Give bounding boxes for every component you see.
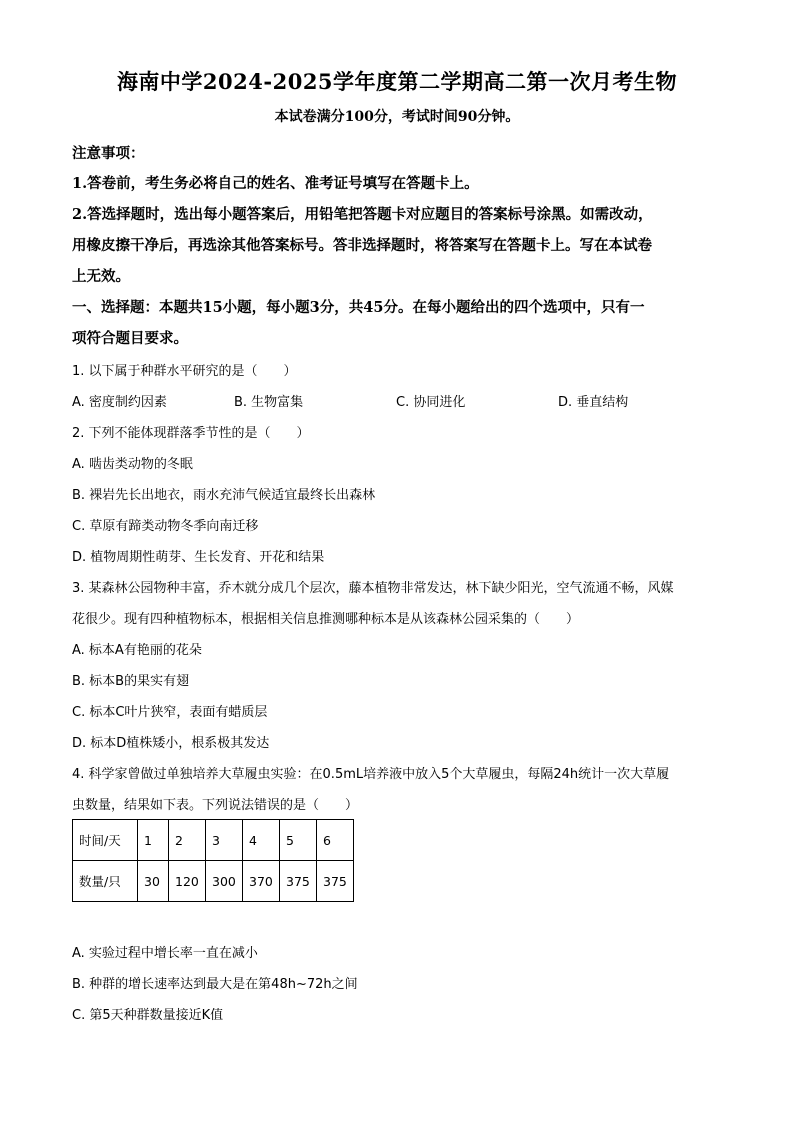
question-1-option-a: A. 密度制约因素: [72, 395, 167, 410]
question-2-option-d: D. 植物周期性萌芽、生长发育、开花和结果: [72, 550, 325, 565]
table-row-label-count: 数量/只: [73, 861, 138, 902]
notice-item-1: 1.答卷前，考生务必将自己的姓名、准考证号填写在答题卡上。: [72, 175, 479, 192]
table-cell: 5: [280, 820, 317, 861]
table-cell: 375: [280, 861, 317, 902]
question-1-stem: 1. 以下属于种群水平研究的是（ ）: [72, 364, 297, 379]
question-1-option-b: B. 生物富集: [234, 395, 304, 410]
question-3-option-b: B. 标本B的果实有翅: [72, 674, 190, 689]
question-2-option-a: A. 啮齿类动物的冬眠: [72, 457, 193, 472]
notice-item-2-line-1: 2.答选择题时，选出每小题答案后，用铅笔把答题卡对应题目的答案标号涂黑。如需改动，: [72, 206, 653, 223]
question-4-stem-line-1: 4. 科学家曾做过单独培养大草履虫实验：在0.5mL培养液中放入5个大草履虫，每隔24h统计一次大草履: [72, 767, 670, 782]
question-2-option-b: B. 裸岩先长出地衣，雨水充沛气候适宜最终长出森林: [72, 488, 376, 503]
notice-item-2-line-3: 上无效。: [72, 268, 130, 285]
table-cell: 300: [206, 861, 243, 902]
question-4-option-c: C. 第5天种群数量接近K值: [72, 1008, 224, 1023]
table-cell: 1: [138, 820, 169, 861]
question-3-option-c: C. 标本C叶片狭窄，表面有蜡质层: [72, 705, 268, 720]
table-cell: 30: [138, 861, 169, 902]
notice-heading: 注意事项：: [72, 145, 145, 162]
question-2-stem: 2. 下列不能体现群落季节性的是（ ）: [72, 426, 310, 441]
table-cell: 4: [243, 820, 280, 861]
table-cell: 120: [169, 861, 206, 902]
question-3-stem-line-2: 花很少。现有四种植物标本，根据相关信息推测哪种标本是从该森林公园采集的（ ）: [72, 612, 580, 627]
table-row-label-time: 时间/天: [73, 820, 138, 861]
table-cell: 370: [243, 861, 280, 902]
paramecium-count-table: [72, 819, 354, 902]
section-heading-line-1: 一、选择题：本题共15小题，每小题3分，共45分。在每小题给出的四个选项中，只有一: [72, 299, 645, 316]
question-3-stem-line-1: 3. 某森林公园物种丰富，乔木就分成几个层次，藤本植物非常发达，林下缺少阳光，空气流通不畅，风媒: [72, 581, 674, 596]
table-cell: 6: [317, 820, 354, 861]
question-2-option-c: C. 草原有蹄类动物冬季向南迁移: [72, 519, 259, 534]
question-4-option-b: B. 种群的增长速率达到最大是在第48h~72h之间: [72, 977, 358, 992]
question-3-option-d: D. 标本D植株矮小，根系极其发达: [72, 736, 270, 751]
table-cell: 3: [206, 820, 243, 861]
question-1-option-c: C. 协同进化: [396, 395, 466, 410]
question-1-option-d: D. 垂直结构: [558, 395, 629, 410]
question-3-option-a: A. 标本A有艳丽的花朵: [72, 643, 202, 658]
question-4-option-a: A. 实验过程中增长率一直在减小: [72, 946, 258, 961]
table-cell: 375: [317, 861, 354, 902]
notice-item-2-line-2: 用橡皮擦干净后，再选涂其他答案标号。答非选择题时，将答案写在答题卡上。写在本试卷: [72, 237, 652, 254]
question-4-stem-line-2: 虫数量，结果如下表。下列说法错误的是（ ）: [72, 798, 359, 813]
section-heading-line-2: 项符合题目要求。: [72, 330, 188, 347]
table-row: [73, 820, 354, 861]
table-cell: 2: [169, 820, 206, 861]
exam-title: 海南中学2024-2025学年度第二学期高二第一次月考生物: [116, 69, 678, 94]
table-row: [73, 861, 354, 902]
exam-subtitle: 本试卷满分100分，考试时间90分钟。: [274, 109, 520, 125]
